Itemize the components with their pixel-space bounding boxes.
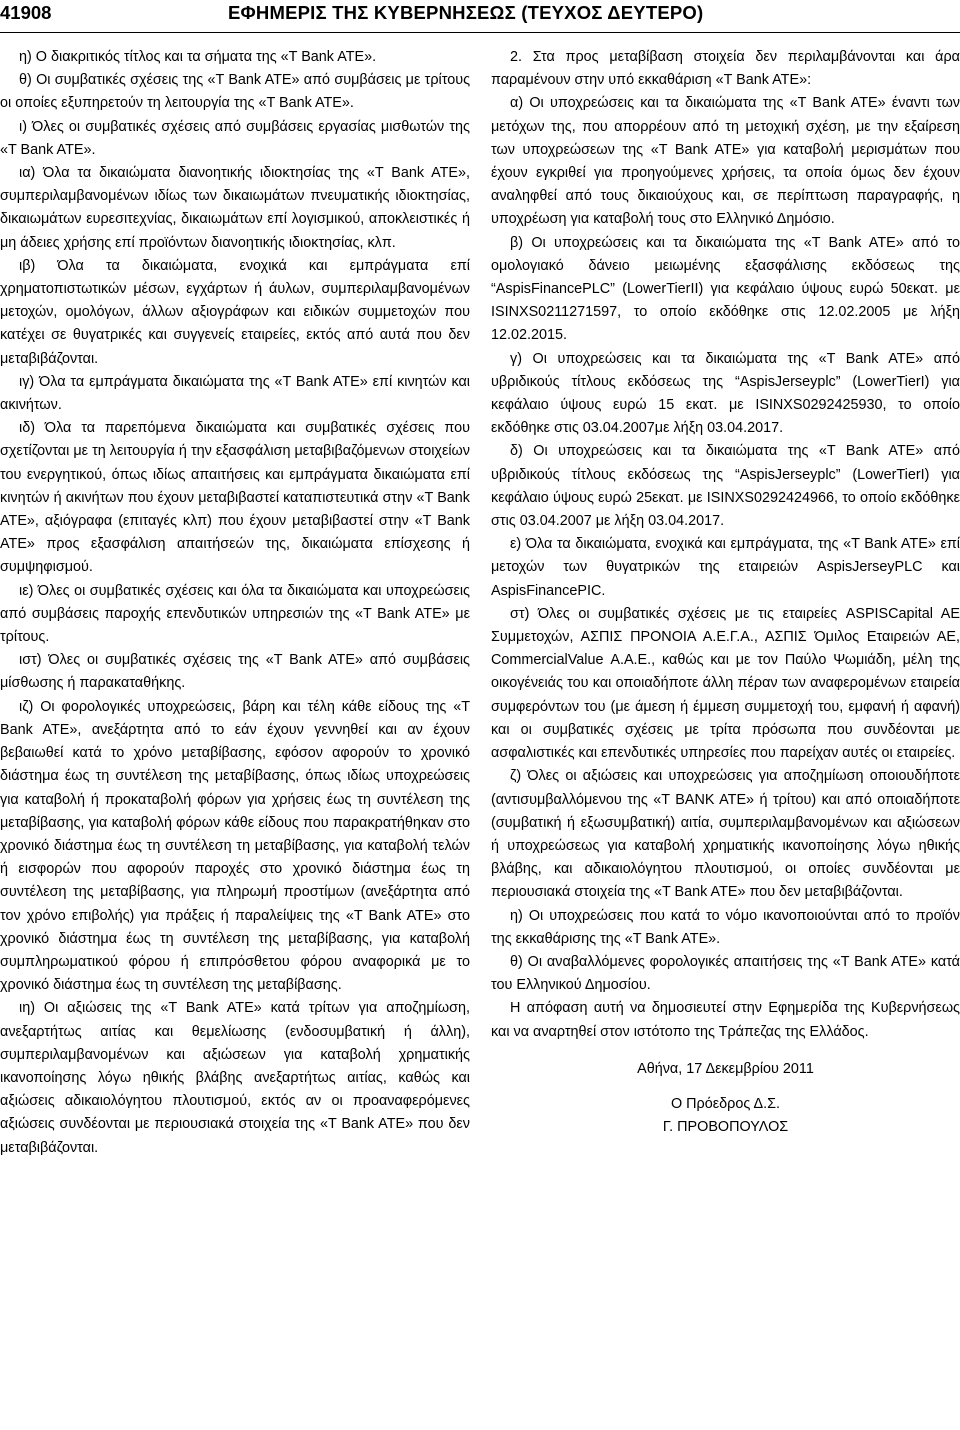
paragraph: γ) Οι υποχρεώσεις και τα δικαιώματα της «T Bank ATE» από υβριδικούς τίτλους εκδόσεως της “AspisJerseyplc” (LowerTierI) για κεφάλαιο ύψους ευρώ 15 εκατ. με ISINXS0292425930, το οποίο εκδόθηκε στις 03.04.2007με λήξη 03.04.2017. [491,350,960,437]
paragraph: δ) Οι υποχρεώσεις και τα δικαιώματα της «T Bank ATE» από υβριδικούς τίτλους εκδόσεως της “AspisJerseyplc” (LowerTierI) για κεφάλαιο ύψους ευρώ 25εκατ. με ISINXS0292424966, το οποίο εκδόθηκε στις 03.04.2007 με λήξη 03.04.2017. [491,443,960,530]
right-column [491,46,960,1139]
paragraph: ια) Όλα τα δικαιώματα διανοητικής ιδιοκτησίας της «T Bank ATE», συμπεριλαμβανομένων ιδίως των δικαιωμάτων πνευματικής ιδιοκτησίας, δικαιωμάτων ευρεσιτεχνίας, δικαιωμάτων επί λογισμικού, αποκλειστικές ή μη άδειες χρήσης επί προϊόντων διανοητικής ιδιοκτησίας, κλπ. [0,165,470,251]
paragraph: η) Ο διακριτικός τίτλος και τα σήματα της «T Bank ATE». [19,49,377,65]
paragraph: ιγ) Όλα τα εμπράγματα δικαιώματα της «T Bank ATE» επί κινητών και ακινήτων. [0,373,470,414]
paragraph: ιη) Οι αξιώσεις της «T Bank ATE» κατά τρίτων για αποζημίωση, ανεξαρτήτως αιτίας και θεμελίωσης (ενδοσυμβατική ή άλλη), συμπεριλαμβανομένων και αξιώσεων για καταβολή χρηματικής ικανοποίησης λόγω ηθικής βλάβης ανεξαρτήτως αιτίας, καθώς και αξιώσεις αδικαιολόγητου πλουτισμού, εκτός αν οι προαναφερόμενες αξιώσεις συνδέονται με περιουσιακά στοιχεία της «T Bank ATE» που δεν μεταβιβάζονται. [0,1000,470,1156]
left-column [0,46,470,1160]
paragraph: α) Οι υποχρεώσεις και τα δικαιώματα της «T Bank ATE» έναντι των μετόχων της, που απορρέουν από τη μετοχική σχέση, με την εξαίρεση των υποχρεώσεων της «T Bank ATE» για καταβολή μερισμάτων που έχουν εγκριθεί για προηγούμενες χρήσεις, τα οποία όμως δεν έχουν αναληφθεί από τους δικαιούχους και, σε περίπτωση παραγραφής, η υποχρέωση για καταβολή τους στο Ελληνικό Δημόσιο. [491,95,960,228]
paragraph: θ) Οι αναβαλλόμενες φορολογικές απαιτήσεις της «T Bank ATE» κατά του Ελληνικού Δημοσίου. [491,953,960,994]
journal-title: ΕΦΗΜΕΡΙΣ ΤΗΣ ΚΥΒΕΡΝΗΣΕΩΣ (ΤΕΥΧΟΣ ΔΕΥΤΕΡΟ) [228,2,704,23]
paragraph: ιβ) Όλα τα δικαιώματα, ενοχικά και εμπράγματα επί χρηματοπιστωτικών μέσων, εγχάρτων ή άυλων, συμπεριλαμβανομένων μετοχών, ομολόγων, άλλων αξιογράφων και ειδικών συμμετοχών που κατέχει σε θυγατρικές και συγγενείς εταιρείες, εκτός από αυτά που δεν μεταβιβάζονται. [0,257,470,367]
paragraph: ιστ) Όλες οι συμβατικές σχέσεις της «T Bank ATE» από συμβάσεις μίσθωσης ή παρακαταθήκης. [0,652,470,692]
paragraph: ιε) Όλες οι συμβατικές σχέσεις και όλα τα δικαιώματα και υποχρεώσεις από συμβάσεις παροχής επενδυτικών υπηρεσιών της «T Bank ATE» με τρίτους. [0,582,470,646]
header-divider [0,32,960,33]
paragraph: ε) Όλα τα δικαιώματα, ενοχικά και εμπράγματα, της «T Bank ATE» επί μετοχών των θυγατρικών της εταιρειών AspisJerseyPLC και AspisFinancePIC. [491,536,960,599]
paragraph: 2. Στα προς μεταβίβαση στοιχεία δεν περιλαμβάνονται και άρα παραμένουν στην υπό εκκαθάριση «T Bank ATE»: [491,49,960,89]
paragraph: στ) Όλες οι συμβατικές σχέσεις με τις εταιρείες ASPISCapital AE Συμμετοχών, ΑΣΠΙΣ ΠΡΟΝΟΙΑ Α.Ε.Γ.Α., ΑΣΠΙΣ Όμιλος Εταιρειών ΑΕ, CommercialValue Α.Α.Ε., καθώς και με τον Παύλο Ψωμιάδη, μέλη της οικογένειάς του και οποιαδήποτε άλλη πέραν των αναφερομένων εταιρεία συμφερόντων του (με άμεση ή έμμεση συμμετοχή του, εμφανή ή αφανή) και οι συμβατικές σχέσεις με τρίτα πρόσωπα που συνδέονται με ασφαλιστικές και επενδυτικές υπηρεσίες που παρείχαν αυτές οι εταιρείες. [491,605,960,762]
signatory-role: Ο Πρόεδρος Δ.Σ. [670,1095,781,1112]
paragraph: θ) Οι συμβατικές σχέσεις της «T Bank ATE» από συμβάσεις με τρίτους οι οποίες εξυπηρετούν τη λειτουργία της «T Bank ATE». [0,72,470,112]
paragraph: ιδ) Όλα τα παρεπόμενα δικαιώματα και συμβατικές σχέσεις που σχετίζονται με τη λειτουργία ή την εξασφάλιση μεταβιβαζόμενων στοιχείων του ενεργητικού, όπως ιδίως απαιτήσεις και εμπράγματα δικαιώματα επί κινητών ή ακινήτων που έχουν μεταβιβαστεί καταπιστευτικά στην «T Bank ATE», αξιόγραφα (επιταγές κλπ) που έχουν μεταβιβαστεί στην «T Bank ATE» προς εξασφάλιση απαιτήσεών της, δικαιώματα επίσχεσης ή συμψηφισμού. [0,420,470,576]
paragraph: ιζ) Οι φορολογικές υποχρεώσεις, βάρη και τέλη κάθε είδους της «T Bank ATE», ανεξάρτητα από το εάν έχουν γεννηθεί και αν έχουν βεβαιωθεί κατά το χρόνο μεταβίβασης, εφόσον αφορούν το χρονικό διάστημα έως τη συντέλεση της μεταβίβασης, όπως ιδίως υποχρεώσεις για καταβολή ή προκαταβολή φόρων για χρήσεις έως τη συντέλεση της μεταβίβασης, για καταβολή φόρων κάθε είδους που παρακρατήθηκαν στο χρονικό διάστημα έως τη συντέλεση τη μεταβίβασης, για καταβολή τελών ή εισφορών που αφορούν παροχές στο χρονικό διάστημα έως τη συντέλεση της μεταβίβασης, για πληρωμή προστίμων (ανεξάρτητα από τον χρόνο επιβολής) για πράξεις ή παραλείψεις της «T Bank ATE» στο χρονικό διάστημα έως τη συντέλεση της μεταβίβασης, για καταβολή συμπληρωματικού φόρου ή επιπρόσθετου φόρου αναφορικά με το χρονικό διάστημα έως τη συντέλεση της μεταβίβασης. [0,698,470,994]
signature-block [491,1058,960,1140]
paragraph: η) Οι υποχρεώσεις που κατά το νόμο ικανοποιούνται από το προϊόν της εκκαθάρισης της «T Bank ATE». [491,907,960,947]
page-header [0,0,960,30]
signatory-name: Γ. ΠΡΟΒΟΠΟΥΛΟΣ [662,1119,789,1136]
paragraph: β) Οι υποχρεώσεις και τα δικαιώματα της «T Bank ATE» από το ομολογιακό δάνειο μειωμένης εξασφάλισης εκδόσεως της “AspisFinancePLC” (LowerTierII) για κεφάλαιο ύψους ευρώ 50εκατ. με ISINXS0211271597, το οποίο εκδόθηκε στις 12.02.2005 με λήξη 12.02.2015. [491,234,960,344]
page-number: 41908 [0,2,52,23]
paragraph: ζ) Όλες οι αξιώσεις και υποχρεώσεις για αποζημίωση οποιουδήποτε (αντισυμβαλλόμενου της «T BANK ATE» ή τρίτου) και από οποιαδήποτε (συμβατική ή εξωσυμβατική) αιτία, συμπεριλαμβανομένων και αξιώσεων ή υποχρεώσεως για καταβολή χρηματικής ικανοποίησης λόγω ηθικής βλάβης, και αδικαιολόγητου πλουτισμού, οι οποίες συνδέονται με περιουσιακά στοιχεία της «T Bank ATE» που δεν μεταβιβάζονται. [491,768,960,901]
place-date: Αθήνα, 17 Δεκεμβρίου 2011 [637,1060,814,1077]
paragraph: ι) Όλες οι συμβατικές σχέσεις από συμβάσεις εργασίας μισθωτών της «T Bank ATE». [0,118,470,158]
publication-order: Η απόφαση αυτή να δημοσιευτεί στην Εφημερίδα της Κυβερνήσεως και να αναρτηθεί στον ιστότοπο της Τράπεζας της Ελλάδος. [491,1000,960,1040]
